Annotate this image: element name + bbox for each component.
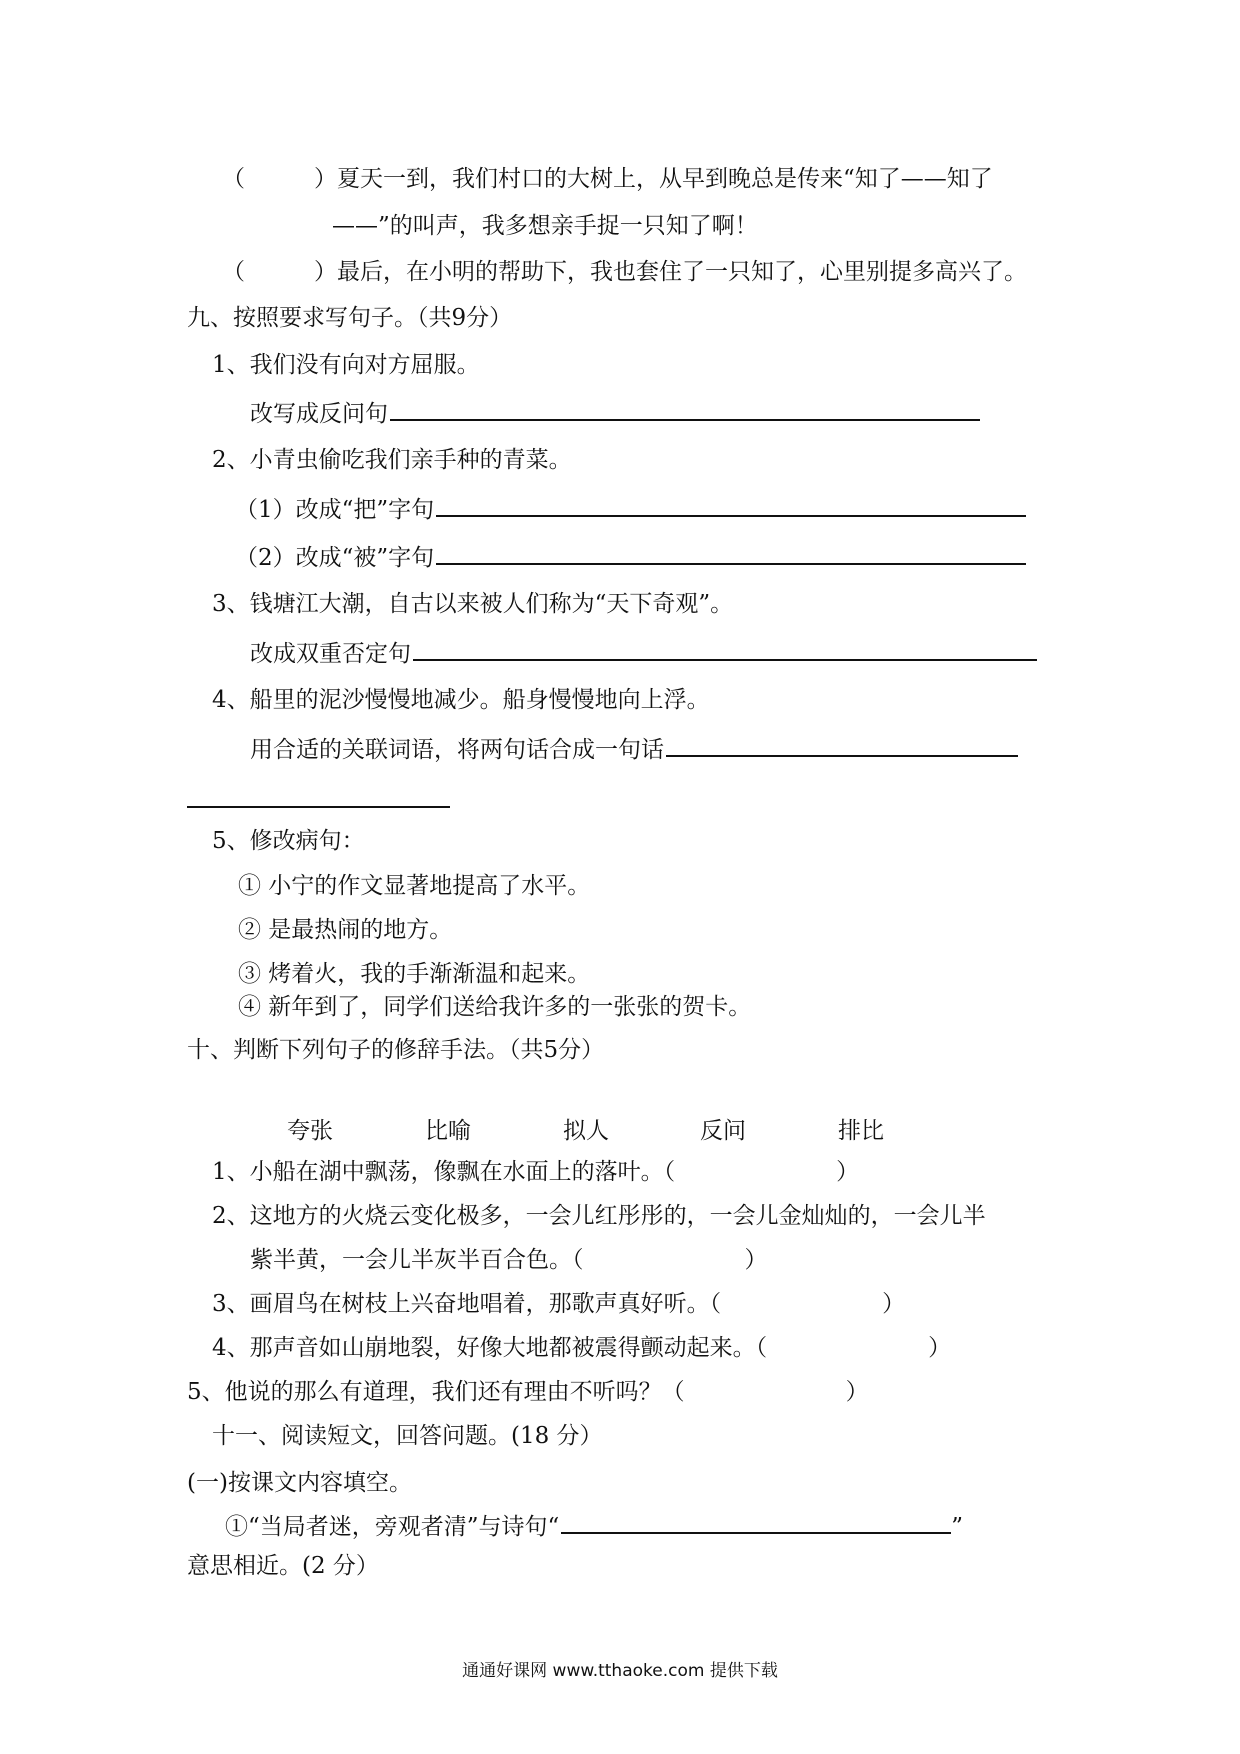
- q10-1: 1、小船在湖中飘荡，像飘在水面上的落叶。（ ）: [212, 1159, 860, 1185]
- answer-line[interactable]: [390, 397, 980, 421]
- q9-2: 2、小青虫偷吃我们亲手种的青菜。: [212, 447, 572, 473]
- option-simile: 比喻: [425, 1118, 471, 1144]
- sec11-q1-line2: 意思相近。(2 分）: [187, 1553, 379, 1579]
- q10-2a: 2、这地方的火烧云变化极多，一会儿红彤彤的，一会儿金灿灿的，一会儿半: [212, 1203, 986, 1229]
- q9-5: 5、修改病句：: [212, 828, 365, 854]
- q10-3: 3、画眉鸟在树枝上兴奋地唱着，那歌声真好听。（ ）: [212, 1291, 906, 1317]
- rhetoric-options: [287, 1116, 884, 1146]
- answer-line-continued[interactable]: [187, 806, 450, 808]
- q10-5: 5、他说的那么有道理，我们还有理由不听吗？（ ）: [187, 1379, 869, 1405]
- option-rhetorical-question: 反问: [700, 1118, 746, 1144]
- section-10-title: 十、判断下列句子的修辞手法。（共5分）: [187, 1037, 605, 1063]
- order-text: 最后，在小明的帮助下，我也套住了一只知了，心里别提多高兴了。: [337, 259, 1027, 285]
- option-parallelism: 排比: [838, 1118, 884, 1144]
- task-label: 改成双重否定句: [250, 641, 411, 667]
- q-text-end: ”: [951, 1514, 964, 1540]
- q10-4: 4、那声音如山崩地裂，好像大地都被震得颤动起来。（ ）: [212, 1335, 952, 1361]
- task-label: 用合适的关联词语，将两句话合成一句话: [250, 737, 664, 763]
- footer: 通通好课网 www.tthaoke.com 提供下载: [462, 1661, 778, 1681]
- q9-3-task: [250, 637, 1037, 669]
- answer-line[interactable]: [413, 637, 1037, 661]
- task-label: （2）改成“被”字句: [235, 545, 435, 571]
- task-label: 改写成反问句: [250, 401, 388, 427]
- order-text: 夏天一到，我们村口的大树上，从早到晚总是传来“知了——知了: [337, 166, 993, 192]
- task-label: （1）改成“把”字句: [235, 497, 435, 523]
- section-11-title: 十一、阅读短文，回答问题。(18 分）: [212, 1423, 603, 1449]
- order-item-2: [222, 257, 1027, 287]
- q9-2b: [235, 541, 1026, 573]
- option-personification: 拟人: [563, 1118, 609, 1144]
- order-item-1: [222, 164, 993, 194]
- q9-5-item-3: ③ 烤着火，我的手渐渐温和起来。: [238, 961, 591, 987]
- sec11-q1: [225, 1510, 963, 1542]
- order-bracket[interactable]: （ ）: [222, 166, 337, 192]
- q-text: ①“当局者迷，旁观者清”与诗句“: [225, 1514, 560, 1540]
- order-bracket[interactable]: （ ）: [222, 259, 337, 285]
- order-item-1-cont: ——”的叫声，我多想亲手捉一只知了啊！: [332, 213, 758, 239]
- q9-2a: [235, 493, 1026, 525]
- section-9-title: 九、按照要求写句子。（共9分）: [187, 305, 513, 331]
- answer-line[interactable]: [436, 541, 1026, 565]
- q9-1: 1、我们没有向对方屈服。: [212, 352, 480, 378]
- q9-4-task: [250, 733, 1018, 765]
- q9-4: 4、船里的泥沙慢慢地减少。船身慢慢地向上浮。: [212, 687, 710, 713]
- q9-5-item-1: ① 小宁的作文显著地提高了水平。: [238, 873, 591, 899]
- q9-5-item-2: ② 是最热闹的地方。: [238, 917, 453, 943]
- answer-line[interactable]: [561, 1510, 951, 1534]
- q10-2b: 紫半黄，一会儿半灰半百合色。（ ）: [250, 1247, 768, 1273]
- q9-5-item-4: ④ 新年到了，同学们送给我许多的一张张的贺卡。: [238, 994, 752, 1020]
- answer-line[interactable]: [666, 733, 1018, 757]
- q9-1-task: [250, 397, 980, 429]
- answer-line[interactable]: [436, 493, 1026, 517]
- option-exaggeration: 夸张: [287, 1118, 333, 1144]
- sec11-sub-1: (一)按课文内容填空。: [187, 1470, 412, 1496]
- q9-3: 3、钱塘江大潮，自古以来被人们称为“天下奇观”。: [212, 591, 734, 617]
